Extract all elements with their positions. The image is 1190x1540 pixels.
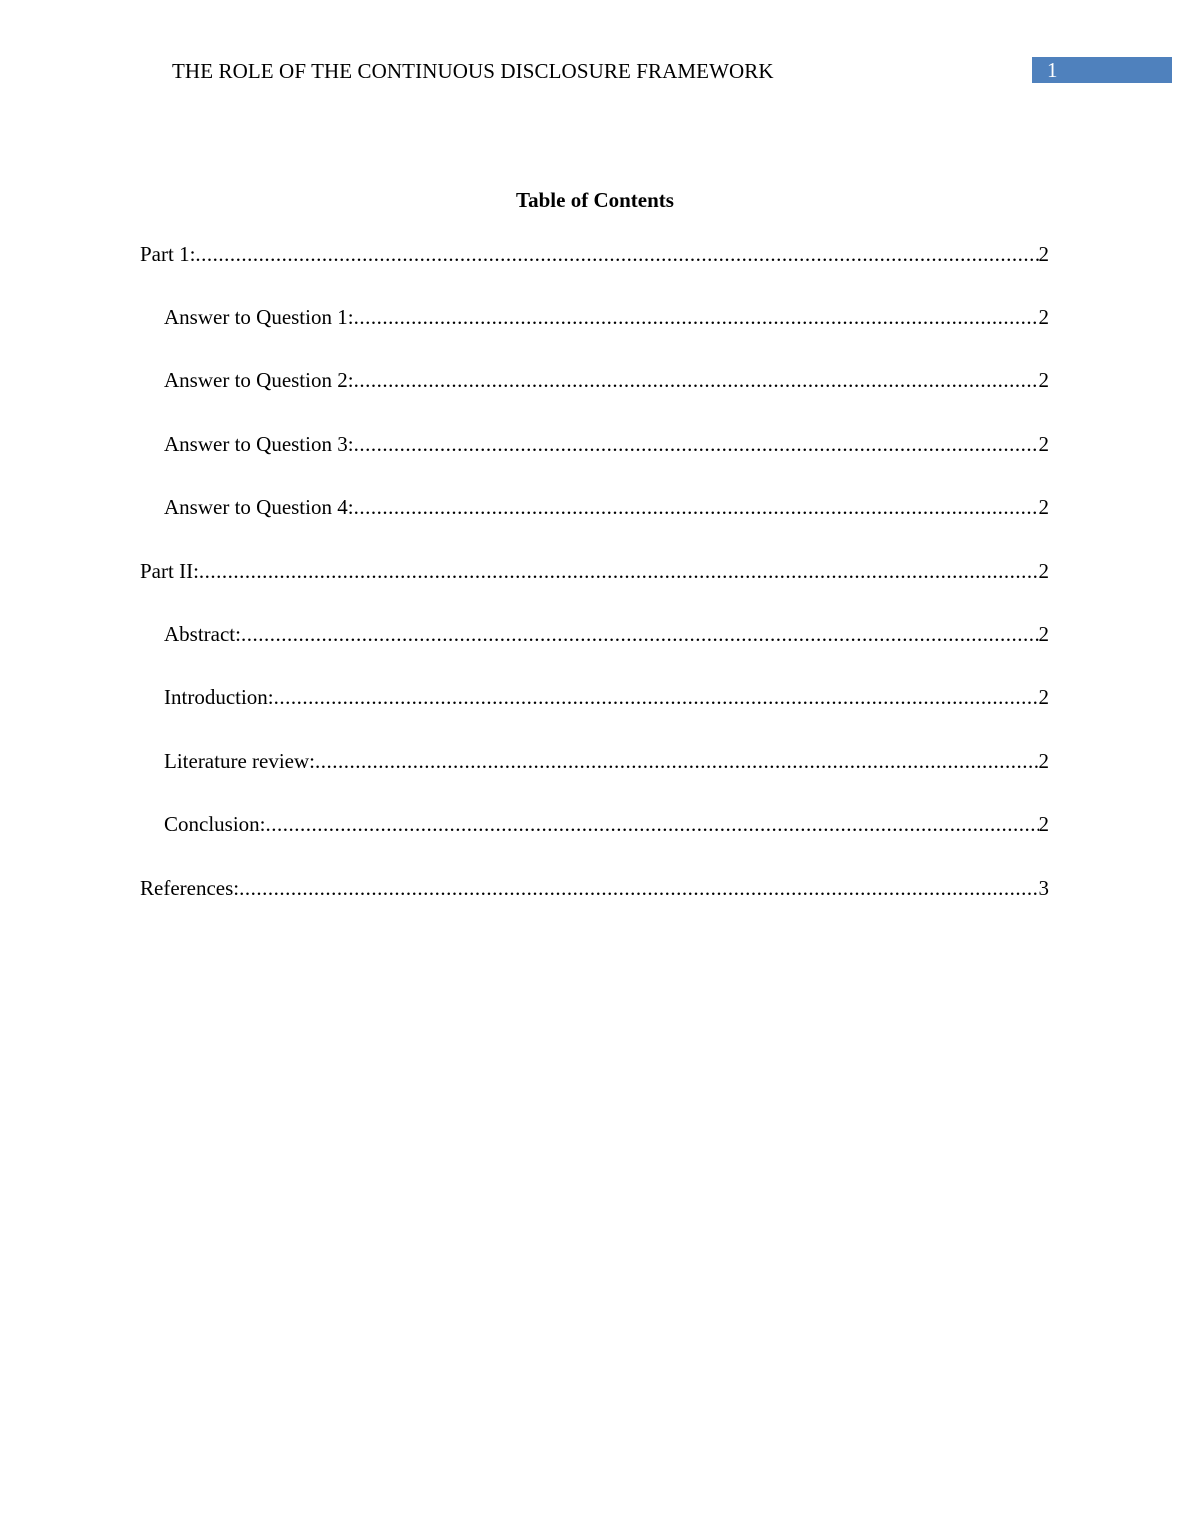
toc-entry-page: 2 [1038, 368, 1049, 392]
toc-entry-label: Answer to Question 1: [164, 305, 354, 329]
toc-dot-leader [315, 748, 1039, 774]
toc-entry-label: Conclusion: [164, 812, 266, 836]
toc-entry-label: Part 1: [140, 242, 196, 266]
toc-entry-page: 3 [1038, 876, 1049, 900]
toc-dot-leader [241, 621, 1039, 647]
toc-entry-answer-question-1[interactable] [164, 304, 1049, 330]
toc-entry-part-1[interactable] [140, 241, 1049, 267]
toc-entry-part-2[interactable] [140, 558, 1049, 584]
toc-entry-conclusion[interactable] [164, 811, 1049, 837]
toc-entry-abstract[interactable] [164, 621, 1049, 647]
toc-entry-page: 2 [1038, 242, 1049, 266]
running-header-title: THE ROLE OF THE CONTINUOUS DISCLOSURE FRAMEWORK [172, 59, 774, 83]
toc-entry-label: Introduction: [164, 685, 274, 709]
toc-entry-answer-question-2[interactable] [164, 367, 1049, 393]
toc-entry-answer-question-4[interactable] [164, 494, 1049, 520]
toc-entry-page: 2 [1038, 685, 1049, 709]
toc-entry-introduction[interactable] [164, 684, 1049, 710]
toc-entry-references[interactable] [140, 875, 1049, 901]
page-number: 1 [1047, 58, 1058, 82]
toc-entry-label: Part II: [140, 559, 199, 583]
toc-entry-label: Literature review: [164, 749, 315, 773]
toc-entry-page: 2 [1038, 622, 1049, 646]
toc-entry-page: 2 [1038, 432, 1049, 456]
toc-entry-page: 2 [1038, 812, 1049, 836]
toc-dot-leader [199, 558, 1039, 584]
toc-dot-leader [354, 304, 1039, 330]
toc-entry-page: 2 [1038, 559, 1049, 583]
toc-entry-page: 2 [1038, 749, 1049, 773]
toc-entry-page: 2 [1038, 305, 1049, 329]
toc-dot-leader [354, 431, 1039, 457]
toc-heading: Table of Contents [516, 188, 674, 212]
toc-dot-leader [239, 875, 1038, 901]
toc-entry-label: References: [140, 876, 240, 900]
toc-entry-answer-question-3[interactable] [164, 431, 1049, 457]
toc-dot-leader [354, 494, 1039, 520]
toc-dot-leader [195, 241, 1038, 267]
toc-dot-leader [266, 811, 1039, 837]
toc-entry-label: Answer to Question 4: [164, 495, 354, 519]
toc-entry-label: Abstract: [164, 622, 241, 646]
toc-entry-label: Answer to Question 3: [164, 432, 354, 456]
toc-dot-leader [274, 684, 1039, 710]
page-number-box [1032, 57, 1172, 83]
toc-entry-literature-review[interactable] [164, 748, 1049, 774]
toc-entry-label: Answer to Question 2: [164, 368, 354, 392]
toc-dot-leader [354, 367, 1039, 393]
toc-entry-page: 2 [1038, 495, 1049, 519]
